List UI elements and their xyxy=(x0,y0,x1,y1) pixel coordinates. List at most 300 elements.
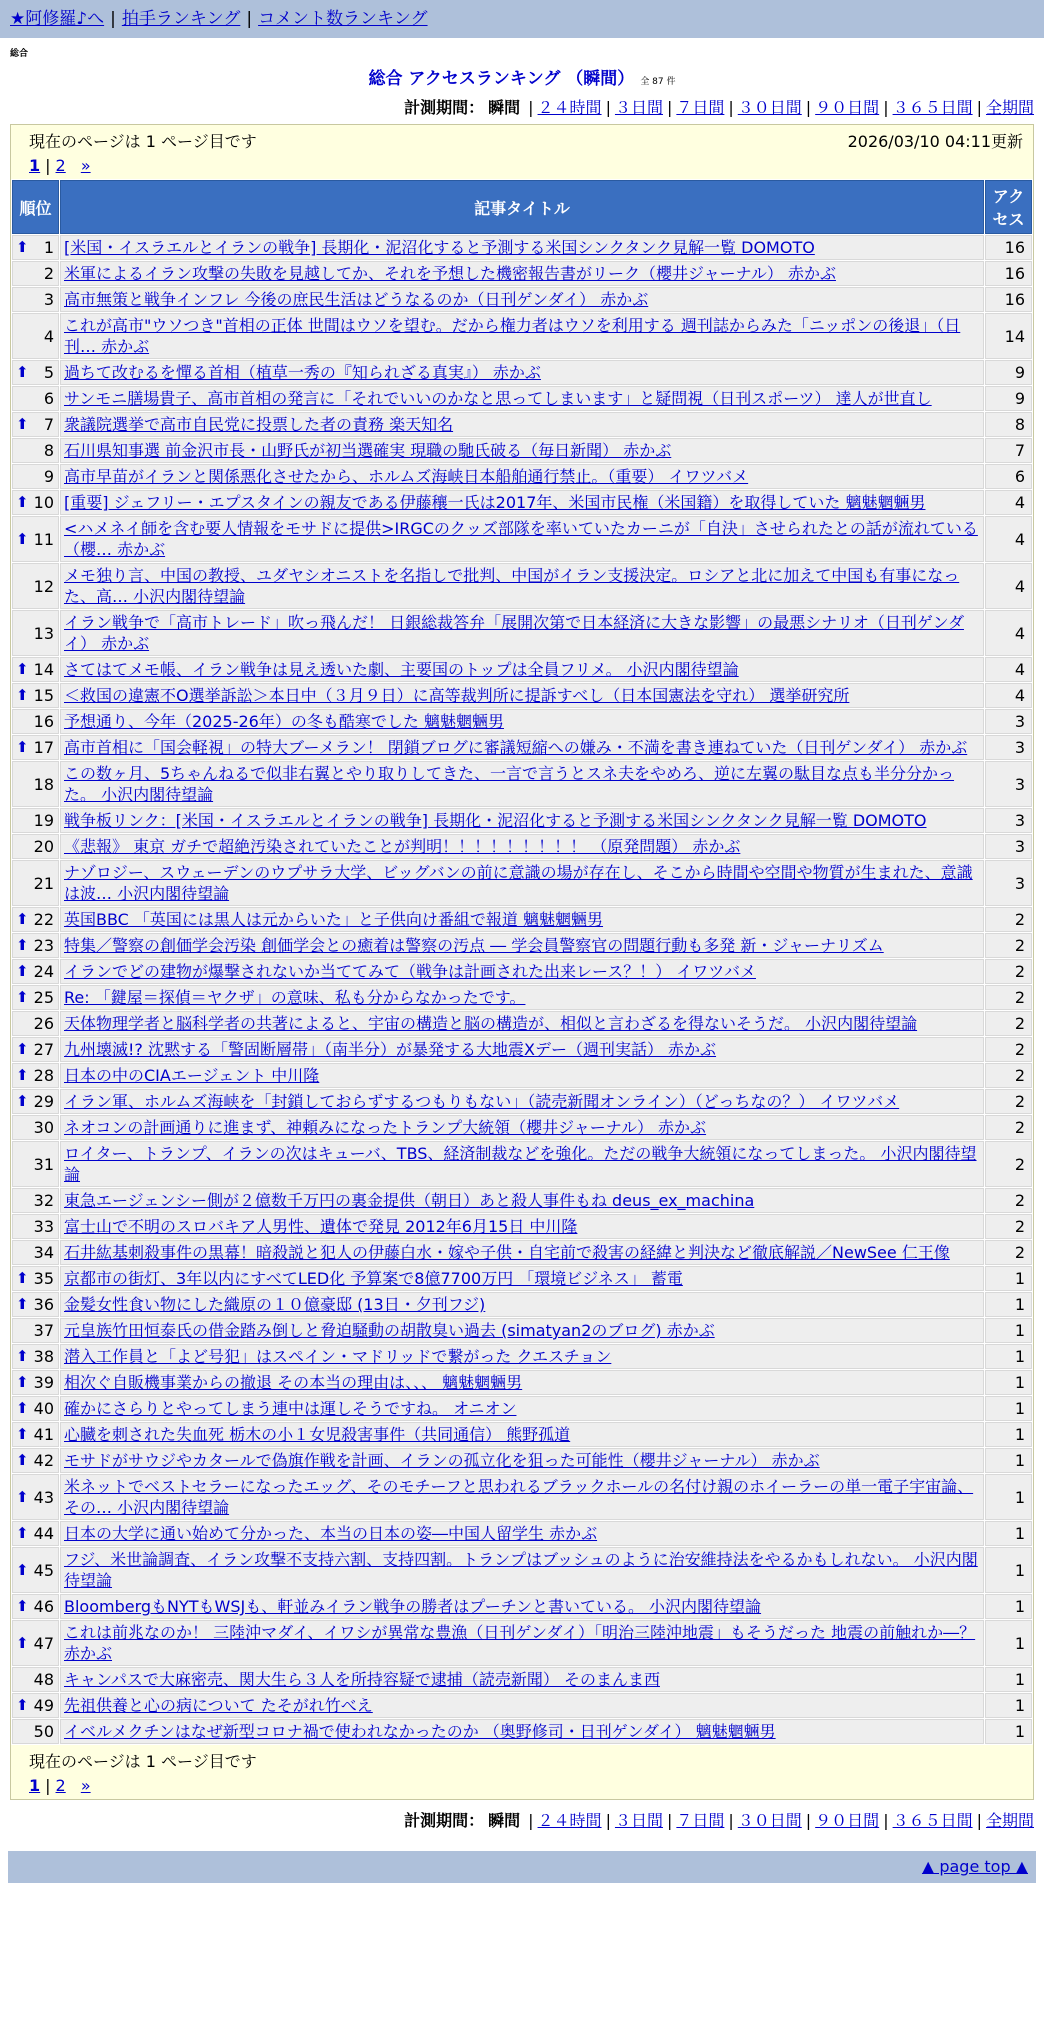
access-count: 1 xyxy=(985,1693,1032,1718)
title-cell xyxy=(60,1214,984,1239)
access-count: 1 xyxy=(985,1266,1032,1291)
article-link[interactable]: 過ちて改むるを憚る首相（植草一秀の『知られざる真実』） 赤かぶ xyxy=(64,363,541,382)
access-count: 1 xyxy=(985,1620,1032,1666)
article-link[interactable]: これが高市"ウソつき"首相の正体 世間はウソを望む。だから権力者はウソを利用する 週刊誌からみた「ニッポンの後退」（日刊… 赤かぶ xyxy=(64,316,961,356)
article-link[interactable]: 富士山で不明のスロバキア人男性、遺体で発見 2012年6月15日 中川隆 xyxy=(64,1217,578,1236)
article-link[interactable]: イランでどの建物が爆撃されないか当ててみて（戦争は計画された出来レース？！） イワツバメ xyxy=(64,962,756,981)
article-link[interactable]: 確かにさらりとやってしまう連中は運しそうですね。 オニオン xyxy=(64,1399,517,1418)
article-link[interactable]: イラン戦争で「高市トレード」吹っ飛んだ！ 日銀総裁答弁「展開次第で日本経済に大きな影響」の最悪シナリオ（日刊ゲンダイ） 赤かぶ xyxy=(64,613,964,653)
table-row xyxy=(12,313,1032,359)
pager-page-current[interactable]: 1 xyxy=(29,156,41,175)
up-arrow-icon: ⬆ xyxy=(16,1040,29,1058)
article-link[interactable]: イベルメクチンはなぜ新型コロナ禍で使われなかったのか （奥野修司・日刊ゲンダイ） 魑魅魍魎男 xyxy=(64,1722,776,1741)
rank-cell xyxy=(12,464,59,489)
page-info: 現在のページは 1 ページ目です xyxy=(29,1752,257,1771)
access-count: 4 xyxy=(985,516,1032,562)
period-current: 瞬間 xyxy=(488,98,521,117)
access-count: 3 xyxy=(985,834,1032,859)
rank-number: 28 xyxy=(33,1066,54,1085)
article-link[interactable]: ロイター、トランプ、イランの次はキューバ、TBS、経済制裁などを強化。ただの戦争大統領になってしまった。 小沢内閣待望論 xyxy=(64,1144,977,1184)
table-row xyxy=(12,1693,1032,1718)
updated-time: 2026/03/10 04:11更新 xyxy=(847,132,1023,151)
table-row xyxy=(12,1318,1032,1343)
period-link[interactable]: 全期間 xyxy=(985,98,1034,117)
rank-number: 34 xyxy=(33,1243,54,1262)
title-cell xyxy=(60,1344,984,1369)
up-arrow-icon: ⬆ xyxy=(16,529,29,548)
access-count: 6 xyxy=(985,464,1032,489)
access-count: 2 xyxy=(985,1141,1032,1187)
rank-number: 45 xyxy=(33,1560,54,1580)
title-cell xyxy=(60,1115,984,1140)
table-row xyxy=(12,464,1032,489)
article-link[interactable]: 高市首相に「国会軽視」の特大ブーメラン！ 閉鎖ブログに審議短縮への嫌み・不満を書き連ねていた（日刊ゲンダイ） 赤かぶ xyxy=(64,738,968,757)
article-link[interactable]: さてはてメモ帳、イラン戦争は見え透いた劇、主要国のトップは全員フリメ。 小沢内閣待望論 xyxy=(64,660,739,679)
ranking-table xyxy=(11,179,1033,1745)
page-title: 総合 アクセスランキング （瞬間） xyxy=(368,69,635,89)
rank-number: 27 xyxy=(33,1040,54,1059)
access-count: 2 xyxy=(985,985,1032,1010)
rank-number: 13 xyxy=(33,623,54,643)
up-arrow-icon: ⬆ xyxy=(16,1399,29,1417)
up-arrow-icon: ⬆ xyxy=(16,988,29,1006)
rank-cell xyxy=(12,1292,59,1317)
title-cell xyxy=(60,1292,984,1317)
up-arrow-icon: ⬆ xyxy=(16,936,29,954)
up-arrow-icon: ⬆ xyxy=(16,1487,29,1506)
table-row xyxy=(12,1594,1032,1619)
table-row xyxy=(12,1547,1032,1593)
period-separator: | xyxy=(605,1811,611,1830)
up-arrow-icon: ⬆ xyxy=(16,1347,29,1365)
table-row xyxy=(12,1188,1032,1213)
rank-number: 22 xyxy=(33,910,54,929)
title-cell xyxy=(60,860,984,906)
title-cell xyxy=(60,709,984,734)
table-row xyxy=(12,1422,1032,1447)
period-link[interactable]: ３０日間 xyxy=(737,98,802,117)
article-link[interactable]: ＜救国の違憲不O選挙訴訟＞本日中（３月９日）に高等裁判所に提訴すべし（日本国憲法を守れ） 選挙研究所 xyxy=(64,686,850,705)
article-link[interactable]: 衆議院選挙で高市自民党に投票した者の責務 楽天知名 xyxy=(64,415,454,434)
up-arrow-icon: ⬆ xyxy=(16,1524,29,1542)
ranking-rows xyxy=(12,235,1032,1744)
up-arrow-icon: ⬆ xyxy=(16,1066,29,1084)
pager-next[interactable]: » xyxy=(80,156,91,175)
rank-number: 41 xyxy=(33,1425,54,1444)
period-separator: | xyxy=(883,1811,889,1830)
period-selector xyxy=(0,95,1044,118)
period-separator: | xyxy=(666,98,673,117)
rank-number: 43 xyxy=(33,1487,54,1507)
article-link[interactable]: 米軍によるイラン攻撃の失敗を見越してか、それを予想した機密報告書がリーク（櫻井ジャーナル） 赤かぶ xyxy=(64,264,836,283)
header-title: 記事タイトル xyxy=(60,180,984,234)
rank-cell xyxy=(12,1547,59,1593)
article-link[interactable]: 予想通り、今年（2025-26年）の冬も酷寒でした 魑魅魍魎男 xyxy=(64,712,504,731)
title-cell xyxy=(60,657,984,682)
up-arrow-icon: ⬆ xyxy=(16,493,29,511)
article-link[interactable]: 先祖供養と心の病について たそがれ竹べえ xyxy=(64,1696,373,1715)
rank-number: 32 xyxy=(33,1191,54,1210)
access-count: 1 xyxy=(985,1719,1032,1744)
article-link[interactable]: 高市無策と戦争インフレ 今後の庶民生活はどうなるのか（日刊ゲンダイ） 赤かぶ xyxy=(64,290,649,309)
top-nav xyxy=(0,0,1044,38)
title-cell xyxy=(60,834,984,859)
period-separator: | xyxy=(728,1811,734,1830)
title-cell xyxy=(60,959,984,984)
article-link[interactable]: キャンパスで大麻密売、関大生ら３人を所持容疑で逮捕（読売新聞） そのまんま西 xyxy=(64,1670,660,1689)
table-row xyxy=(12,490,1032,515)
rank-cell xyxy=(12,1089,59,1114)
period-separator: | xyxy=(805,98,812,117)
period-label: 計測期間： xyxy=(404,98,485,117)
table-row xyxy=(12,1667,1032,1692)
pager-separator: | xyxy=(45,156,51,175)
table-row xyxy=(12,1011,1032,1036)
title-cell xyxy=(60,313,984,359)
title-cell xyxy=(60,683,984,708)
article-link[interactable]: 石井紘基刺殺事件の黒幕！暗殺説と犯人の伊藤白水・嫁や子供・自宅前で殺害の経緯と判決など徹底解説／NewSee 仁王像 xyxy=(64,1243,950,1262)
period-link[interactable]: ３日間 xyxy=(614,98,663,117)
nav-separator: | xyxy=(246,9,253,29)
table-row xyxy=(12,287,1032,312)
article-link[interactable]: 金髪女性食い物にした織原の１０億豪邸 (13日・夕刊フジ) xyxy=(64,1295,486,1314)
rank-number: 48 xyxy=(33,1670,54,1689)
rank-number: 14 xyxy=(33,660,54,679)
access-count: 4 xyxy=(985,563,1032,609)
rank-cell xyxy=(12,235,59,260)
access-count: 1 xyxy=(985,1344,1032,1369)
rank-cell xyxy=(12,959,59,984)
period-link[interactable]: ３６５日間 xyxy=(892,98,973,117)
rank-number: 10 xyxy=(33,493,54,512)
pager-page-current[interactable]: 1 xyxy=(29,1776,41,1795)
up-arrow-icon: ⬆ xyxy=(16,962,29,980)
title-cell xyxy=(60,360,984,385)
title-cell xyxy=(60,464,984,489)
table-row xyxy=(12,761,1032,807)
period-label: 計測期間： xyxy=(404,1811,485,1830)
up-arrow-icon: ⬆ xyxy=(16,1696,29,1714)
title-cell xyxy=(60,907,984,932)
access-count: 2 xyxy=(985,1188,1032,1213)
rank-number: 12 xyxy=(33,576,54,596)
table-row xyxy=(12,386,1032,411)
title-cell xyxy=(60,1240,984,1265)
rank-number: 42 xyxy=(33,1451,54,1470)
article-link[interactable]: 心臓を刺された失血死 栃木の小１女児殺害事件（共同通信） 熊野孤道 xyxy=(64,1425,571,1444)
rank-cell xyxy=(12,1474,59,1520)
table-row xyxy=(12,808,1032,833)
article-link[interactable]: 九州壊滅!? 沈黙する「警固断層帯」（南半分）が暴発する大地震Xデー（週刊実話） 赤かぶ xyxy=(64,1040,717,1059)
table-row xyxy=(12,657,1032,682)
title-cell xyxy=(60,438,984,463)
up-arrow-icon: ⬆ xyxy=(16,660,29,678)
title-cell xyxy=(60,985,984,1010)
article-link[interactable]: Re: 「鍵屋＝探偵＝ヤクザ」の意味、私も分からなかったです。 xyxy=(64,988,526,1007)
title-cell xyxy=(60,1474,984,1520)
title-cell xyxy=(60,1318,984,1343)
rank-cell xyxy=(12,1719,59,1744)
rank-cell xyxy=(12,834,59,859)
access-count: 16 xyxy=(985,261,1032,286)
rank-number: 26 xyxy=(33,1014,54,1033)
article-link[interactable]: 日本の中のCIAエージェント 中川隆 xyxy=(64,1066,320,1085)
table-row xyxy=(12,683,1032,708)
period-link[interactable]: ２４時間 xyxy=(537,1811,602,1830)
period-link[interactable]: ７日間 xyxy=(676,1811,725,1830)
access-count: 1 xyxy=(985,1448,1032,1473)
rank-cell xyxy=(12,360,59,385)
rank-number: 46 xyxy=(33,1597,54,1616)
access-count: 9 xyxy=(985,360,1032,385)
title-cell xyxy=(60,1037,984,1062)
rank-cell xyxy=(12,261,59,286)
title-cell xyxy=(60,1719,984,1744)
period-separator: | xyxy=(728,98,734,117)
link-ashura-home[interactable]: ★阿修羅♪へ xyxy=(10,9,105,29)
article-link[interactable]: 天体物理学者と脳科学者の共著によると、宇宙の構造と脳の構造が、相似と言わざるを得ないそうだ。 小沢内閣待望論 xyxy=(64,1014,918,1033)
title-cell xyxy=(60,1141,984,1187)
article-link[interactable]: [重要] ジェフリー・エプスタインの親友である伊藤穰一氏は2017年、米国市民権（米国籍）を取得していた 魑魅魍魎男 xyxy=(64,493,926,512)
title-cell xyxy=(60,1266,984,1291)
table-row xyxy=(12,1037,1032,1062)
up-arrow-icon: ⬆ xyxy=(16,1373,29,1391)
article-link[interactable]: ナゾロジー、スウェーデンのウプサラ大学、ビッグバンの前に意識の場が存在し、そこから時間や空間や物質が生まれた、意識は波… 小沢内閣待望論 xyxy=(64,863,973,903)
rank-cell xyxy=(12,313,59,359)
table-row xyxy=(12,1214,1032,1239)
nav-separator: | xyxy=(110,9,116,29)
article-link[interactable]: ネオコンの計画通りに進まず、神頼みになったトランプ大統領（櫻井ジャーナル） 赤かぶ xyxy=(64,1118,707,1137)
access-count: 9 xyxy=(985,386,1032,411)
rank-number: 39 xyxy=(33,1373,54,1392)
article-link[interactable]: 元皇族竹田恒泰氏の借金踏み倒しと脅迫騒動の胡散臭い過去 (simatyan2のブログ) 赤かぶ xyxy=(64,1321,715,1340)
access-count: 4 xyxy=(985,683,1032,708)
table-row xyxy=(12,1448,1032,1473)
rank-cell xyxy=(12,1370,59,1395)
rank-cell xyxy=(12,709,59,734)
period-link[interactable]: ２４時間 xyxy=(537,98,602,117)
up-arrow-icon: ⬆ xyxy=(16,238,29,256)
article-link[interactable]: 戦争板リンク：[米国・イスラエルとイランの戦争] 長期化・泥沼化すると予測する米国シンクタンク見解一覧 DOMOTO xyxy=(64,811,927,830)
rank-cell xyxy=(12,1620,59,1666)
title-cell xyxy=(60,1521,984,1546)
title-cell xyxy=(60,1396,984,1421)
access-count: 3 xyxy=(985,761,1032,807)
title-cell xyxy=(60,516,984,562)
rank-number: 25 xyxy=(33,988,54,1007)
table-row xyxy=(12,1370,1032,1395)
rank-number: 8 xyxy=(43,441,54,460)
up-arrow-icon: ⬆ xyxy=(16,1451,29,1469)
access-count: 1 xyxy=(985,1292,1032,1317)
table-header-row xyxy=(12,180,1032,234)
article-link[interactable]: フジ、米世論調査、イラン攻撃不支持六割、支持四割。トランプはブッシュのように治安維持法をやるかもしれない。 小沢内閣待望論 xyxy=(64,1550,978,1590)
article-link[interactable]: [米国・イスラエルとイランの戦争] 長期化・泥沼化すると予測する米国シンクタンク見解一覧 DOMOTO xyxy=(64,238,815,257)
table-row xyxy=(12,235,1032,260)
period-link[interactable]: ３日間 xyxy=(614,1811,663,1830)
period-link[interactable]: ７日間 xyxy=(676,98,725,117)
access-count: 3 xyxy=(985,860,1032,906)
rank-cell xyxy=(12,287,59,312)
rank-number: 11 xyxy=(33,529,54,549)
rank-number: 3 xyxy=(43,290,54,309)
rank-cell xyxy=(12,610,59,656)
header-rank: 順位 xyxy=(12,180,59,234)
ranking-title-row xyxy=(0,64,1044,89)
access-count: 2 xyxy=(985,1089,1032,1114)
access-count: 7 xyxy=(985,438,1032,463)
table-row xyxy=(12,1115,1032,1140)
period-link[interactable]: 全期間 xyxy=(985,1811,1034,1830)
up-arrow-icon: ⬆ xyxy=(16,1269,29,1287)
rank-cell xyxy=(12,1266,59,1291)
ranking-panel xyxy=(10,124,1034,1800)
access-count: 2 xyxy=(985,907,1032,932)
rank-number: 38 xyxy=(33,1347,54,1366)
period-separator: | xyxy=(883,98,889,117)
table-row xyxy=(12,1292,1032,1317)
up-arrow-icon: ⬆ xyxy=(16,1425,29,1443)
access-count: 2 xyxy=(985,1214,1032,1239)
bottom-bar xyxy=(8,1851,1036,1883)
table-row xyxy=(12,959,1032,984)
period-link[interactable]: ３６５日間 xyxy=(892,1811,973,1830)
rank-cell xyxy=(12,1521,59,1546)
up-arrow-icon: ⬆ xyxy=(16,910,29,928)
table-row xyxy=(12,907,1032,932)
up-arrow-icon: ⬆ xyxy=(16,363,29,381)
title-cell xyxy=(60,412,984,437)
pagination-bottom xyxy=(11,1774,1033,1799)
rank-cell xyxy=(12,735,59,760)
site-label: 総合 xyxy=(10,49,29,59)
period-link[interactable]: ９０日間 xyxy=(815,1811,880,1830)
rank-number: 24 xyxy=(33,962,54,981)
rank-cell xyxy=(12,761,59,807)
title-cell xyxy=(60,490,984,515)
rank-cell xyxy=(12,1037,59,1062)
page-info: 現在のページは 1 ページ目です xyxy=(29,132,257,151)
access-count: 3 xyxy=(985,709,1032,734)
rank-cell xyxy=(12,1396,59,1421)
article-link[interactable]: 石川県知事選 前金沢市長・山野氏が初当選確実 現職の馳氏破る（毎日新聞） 赤かぶ xyxy=(64,441,672,460)
article-link[interactable]: 相次ぐ自販機事業からの撤退 その本当の理由は、、、 魑魅魍魎男 xyxy=(64,1373,523,1392)
table-row xyxy=(12,860,1032,906)
article-link[interactable]: サンモニ膳場貴子、高市首相の発言に「それでいいのかなと思ってしまいます」と疑問視（日刊スポーツ） 達人が世直し xyxy=(64,389,932,408)
rank-number: 17 xyxy=(33,738,54,757)
title-cell xyxy=(60,261,984,286)
pager-page[interactable]: 2 xyxy=(55,156,66,175)
access-count: 8 xyxy=(985,412,1032,437)
rank-cell xyxy=(12,386,59,411)
access-count: 1 xyxy=(985,1594,1032,1619)
link-comment-ranking[interactable]: コメント数ランキング xyxy=(258,9,428,29)
up-arrow-icon: ⬆ xyxy=(16,738,29,756)
rank-number: 33 xyxy=(33,1217,54,1236)
table-row xyxy=(12,735,1032,760)
access-count: 3 xyxy=(985,735,1032,760)
table-row xyxy=(12,360,1032,385)
rank-number: 2 xyxy=(43,264,54,283)
rank-number: 9 xyxy=(43,467,54,486)
article-link[interactable]: モサドがサウジやカタールで偽旗作戦を計画、イランの孤立化を狙った可能性（櫻井ジャーナル） 赤かぶ xyxy=(64,1451,820,1470)
rank-number: 30 xyxy=(33,1118,54,1137)
rank-cell xyxy=(12,1011,59,1036)
link-applause-ranking[interactable]: 拍手ランキング xyxy=(121,9,241,29)
rank-number: 20 xyxy=(33,837,54,856)
period-link[interactable]: ９０日間 xyxy=(815,98,880,117)
article-link[interactable]: 東急エージェンシー側が２億数千万円の裏金提供（朝日）あと殺人事件もね deus_ex_machina xyxy=(64,1191,755,1210)
article-link[interactable]: これは前兆なのか！ 三陸沖マダイ、イワシが異常な豊漁（日刊ゲンダイ）「明治三陸沖地震」もそうだった 地震の前触れか―？ 赤かぶ xyxy=(64,1623,976,1663)
up-arrow-icon: ⬆ xyxy=(16,1633,29,1652)
rank-number: 44 xyxy=(33,1524,54,1543)
period-separator: | xyxy=(976,1811,982,1830)
rank-number: 4 xyxy=(43,326,54,346)
table-row xyxy=(12,834,1032,859)
rank-cell xyxy=(12,563,59,609)
article-link[interactable]: 日本の大学に通い始めて分かった、本当の日本の姿―中国人留学生 赤かぶ xyxy=(64,1524,598,1543)
period-current: 瞬間 xyxy=(488,1811,521,1830)
title-cell xyxy=(60,610,984,656)
article-link[interactable]: BloombergもNYTもWSJも、軒並みイラン戦争の勝者はプーチンと書いている。 小沢内閣待望論 xyxy=(64,1597,762,1616)
rank-number: 1 xyxy=(43,238,54,257)
article-link[interactable]: この数ヶ月、5ちゃんねるで似非右翼とやり取りしてきた、一言で言うとスネ夫をやめろ、逆に左翼の駄目な点も半分分かった。 小沢内閣待望論 xyxy=(64,764,955,804)
title-cell xyxy=(60,1547,984,1593)
title-cell xyxy=(60,1667,984,1692)
access-count: 4 xyxy=(985,610,1032,656)
pager-next[interactable]: » xyxy=(80,1776,91,1795)
rank-number: 16 xyxy=(33,712,54,731)
article-link[interactable]: イラン軍、ホルムズ海峡を「封鎖しておらずするつもりもない」（読売新聞オンライン）（どっちなの？） イワツバメ xyxy=(64,1092,900,1111)
access-count: 1 xyxy=(985,1547,1032,1593)
access-count: 1 xyxy=(985,1521,1032,1546)
article-link[interactable]: 高市早苗がイランと関係悪化させたから、ホルムズ海峡日本船舶通行禁止。（重要） イワツバメ xyxy=(64,467,749,486)
article-link[interactable]: 米ネットでベストセラーになったエッグ、そのモチーフと思われるブラックホールの名付け親のホイーラーの単一電子宇宙論、その… 小沢内閣待望論 xyxy=(64,1477,974,1517)
rank-cell xyxy=(12,1240,59,1265)
up-arrow-icon: ⬆ xyxy=(16,686,29,704)
up-arrow-icon: ⬆ xyxy=(16,1295,29,1313)
article-link[interactable]: 特集／警察の創価学会汚染 創価学会との癒着は警察の汚点 ― 学会員警察官の問題行動も多発 新・ジャーナリズム xyxy=(64,936,884,955)
rank-cell xyxy=(12,1667,59,1692)
rank-cell xyxy=(12,1693,59,1718)
total-count: 全 87 件 xyxy=(640,77,676,87)
rank-number: 50 xyxy=(33,1722,54,1741)
rank-cell xyxy=(12,1141,59,1187)
period-link[interactable]: ３０日間 xyxy=(737,1811,802,1830)
rank-cell xyxy=(12,860,59,906)
table-row xyxy=(12,261,1032,286)
title-cell xyxy=(60,1594,984,1619)
article-link[interactable]: 英国BBC 「英国には黒人は元からいた」と子供向け番組で報道 魑魅魍魎男 xyxy=(64,910,604,929)
article-link[interactable]: 《悲報》 東京 ガチで超絶汚染されていたことが判明！！！！！！！！！ （原発問題） 赤かぶ xyxy=(64,837,741,856)
rank-number: 36 xyxy=(33,1295,54,1314)
up-arrow-icon: ⬆ xyxy=(16,1092,29,1110)
title-cell xyxy=(60,808,984,833)
article-link[interactable]: <ハメネイ師を含む要人情報をモサドに提供>IRGCのクッズ部隊を率いていたカーニが「自決」させられたとの話が流れている（櫻… 赤かぶ xyxy=(64,519,978,559)
table-row xyxy=(12,438,1032,463)
access-count: 2 xyxy=(985,1063,1032,1088)
pager-page[interactable]: 2 xyxy=(55,1776,66,1795)
up-arrow-icon: ⬆ xyxy=(16,1597,29,1615)
article-link[interactable]: 潜入工作員と「よど号犯」はスペイン・マドリッドで繋がった クエスチョン xyxy=(64,1347,612,1366)
article-link[interactable]: 京都市の街灯、3年以内にすべてLED化 予算案で8億7700万円 「環境ビジネス」 蓄電 xyxy=(64,1269,683,1288)
table-row xyxy=(12,412,1032,437)
page-top-link[interactable]: ▲ page top ▲ xyxy=(921,1857,1028,1876)
table-row xyxy=(12,1089,1032,1114)
rank-cell xyxy=(12,933,59,958)
article-link[interactable]: メモ独り言、中国の教授、ユダヤシオニストを名指しで批判、中国がイラン支援決定。ロシアと北に加えて中国も有事になった、高… 小沢内閣待望論 xyxy=(64,566,960,606)
rank-cell xyxy=(12,1422,59,1447)
